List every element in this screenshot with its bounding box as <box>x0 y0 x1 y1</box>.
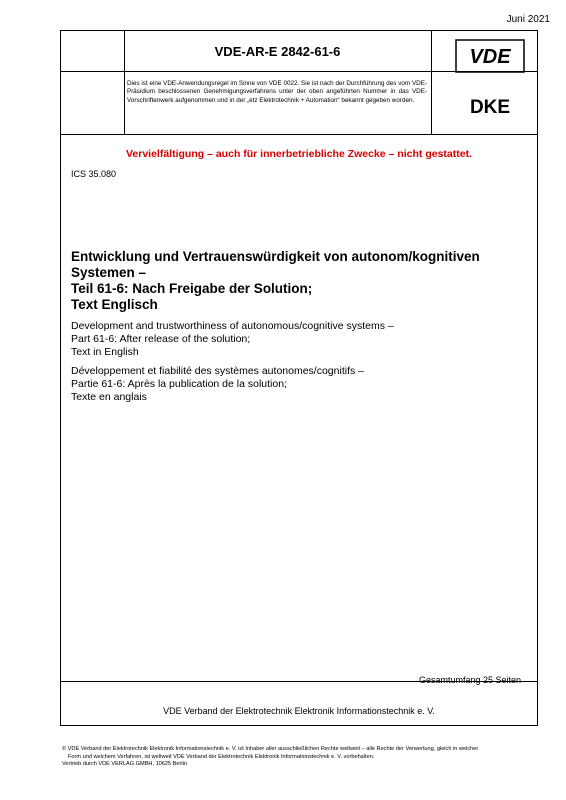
ics-code: ICS 35.080 <box>71 169 117 179</box>
title-french-line: Partie 61-6: Après la publication de la solution; <box>71 378 287 390</box>
notice-divider <box>61 134 537 135</box>
document-number: VDE-AR-E 2842-61-6 <box>214 44 341 59</box>
title-english <box>71 320 511 359</box>
logo-text: VDE <box>469 46 511 68</box>
title-english-line: Development and trustworthiness of autonomous/cognitive systems – <box>71 320 394 332</box>
vde-logo-icon <box>455 39 525 73</box>
publication-date: Juni 2021 <box>506 14 550 25</box>
vde-logo <box>441 39 539 73</box>
right-column-divider <box>431 31 432 134</box>
title-german-line: Text Englisch <box>71 297 158 312</box>
title-english-line: Text in English <box>71 346 139 358</box>
document-frame <box>60 30 538 726</box>
copy-warning: Vervielfältigung – auch für innerbetriebliche Zwecke – nicht gestattet. <box>125 148 472 160</box>
footer-line: Form und welchem Verfahren, ist weltweit VDE Verband der Elektrotechnik Elektronik Informationstechnik e. V. vorbehalten. <box>68 753 375 760</box>
title-french-line: Développement et fiabilité des systèmes autonomes/cognitifs – <box>71 365 364 377</box>
total-pages: Gesamtumfang 25 Seiten <box>418 675 521 685</box>
title-german-line: Teil 61-6: Nach Freigabe der Solution; <box>71 281 313 296</box>
title-german-line: Entwicklung und Vertrauenswürdigkeit von autonom/kognitiven <box>71 249 480 264</box>
title-german <box>71 249 511 313</box>
approval-notice: Dies ist eine VDE-Anwendungsregel im Sinne von VDE 0022. Sie ist nach der Durchführung des vom VDE-Präsidium beschlossenen Genehmigungsverfahrens unter der oben angeführten Nummer in das VDE-Vorschriftenwerk aufgenommen und in der „etz Elektrotechnik + Automation“ bekannt gegeben worden. <box>127 80 427 104</box>
title-block <box>71 249 511 404</box>
publisher-name: VDE Verband der Elektrotechnik Elektronik Informationstechnik e. V. <box>163 706 435 716</box>
title-french <box>71 365 511 404</box>
footer-line: © VDE Verband der Elektrotechnik Elektronik Informationstechnik e. V. ist Inhaber aller ausschließlichen Rechte weltweit – alle Rechte der Verwertung, gleich in welcher <box>62 746 479 752</box>
title-english-line: Part 61-6: After release of the solution; <box>71 333 251 345</box>
title-french-line: Texte en anglais <box>71 391 147 403</box>
copyright-footer <box>62 746 542 769</box>
title-german-line: Systemen – <box>71 265 147 280</box>
dke-label: DKE <box>469 97 511 118</box>
footer-line: Vertrieb durch VDE VERLAG GMBH, 10625 Berlin <box>62 761 187 768</box>
